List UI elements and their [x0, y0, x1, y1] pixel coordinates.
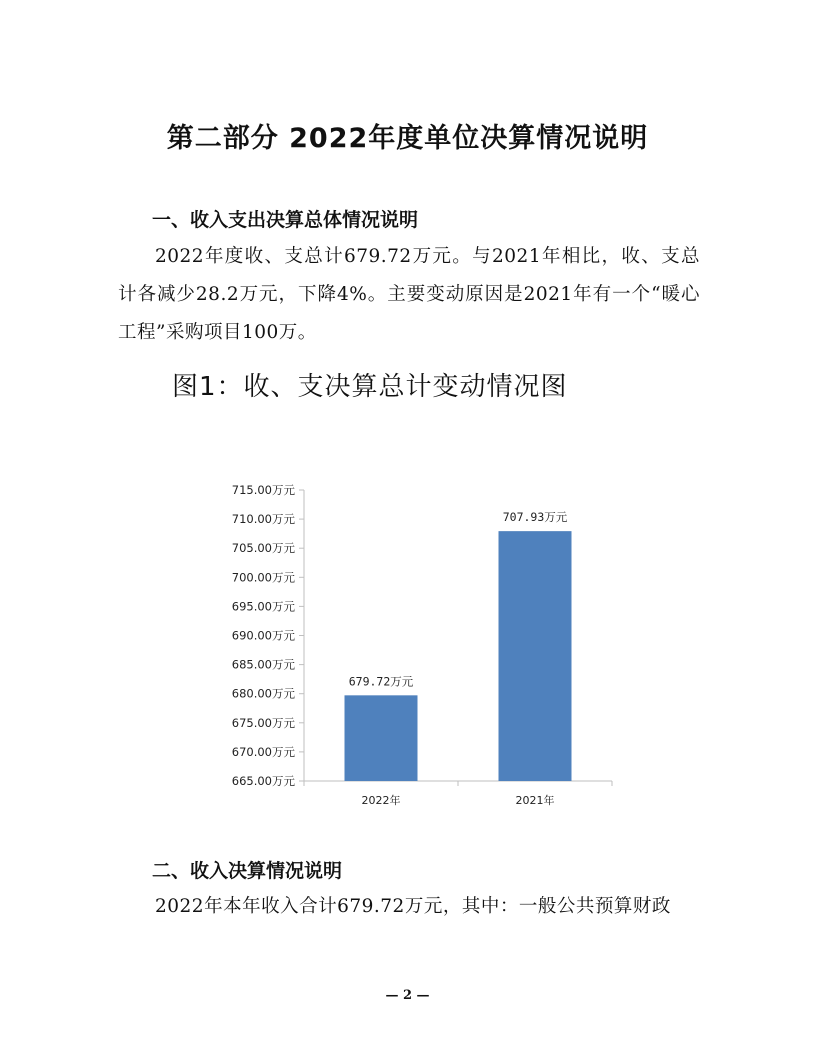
y-tick-label: 675.00万元 [231, 715, 295, 730]
section-heading-income: 二、收入决算情况说明 [152, 860, 343, 882]
y-tick-label: 705.00万元 [231, 541, 295, 556]
page-number: — 2 — [385, 988, 430, 1003]
y-tick-label: 690.00万元 [231, 628, 295, 643]
figure-caption: 图1：收、支决算总计变动情况图 [172, 372, 568, 402]
bar-chart [200, 470, 620, 820]
y-tick-label: 695.00万元 [231, 599, 295, 614]
y-tick-label: 665.00万元 [231, 774, 295, 788]
section-body-overview: 2022年度收、支总计679.72万元。与2021年相比，收、支总计各减少28.2万元，下降4%。主要变动原因是2021年有一个“暖心工程”采购项目100万。 [118, 246, 700, 343]
section-body-income: 2022年本年收入合计679.72万元，其中：一般公共预算财政 [155, 896, 671, 917]
bar-2022年 [345, 695, 418, 781]
data-label: 707.93万元 [502, 510, 568, 525]
section-heading-income-expense-overview: 一、收入支出决算总体情况说明 [152, 209, 419, 231]
x-tick-label: 2021年 [515, 794, 555, 807]
y-tick-label: 715.00万元 [231, 483, 295, 497]
y-tick-label: 670.00万元 [231, 744, 295, 759]
y-tick-label: 710.00万元 [231, 512, 295, 527]
y-tick-label: 680.00万元 [231, 686, 295, 701]
bar-2021年 [499, 531, 572, 781]
y-tick-label: 700.00万元 [231, 570, 295, 585]
data-label: 679.72万元 [348, 674, 414, 689]
x-tick-label: 2022年 [361, 794, 401, 807]
page-title: 第二部分 2022年度单位决算情况说明 [166, 123, 649, 154]
y-tick-label: 685.00万元 [231, 657, 295, 672]
